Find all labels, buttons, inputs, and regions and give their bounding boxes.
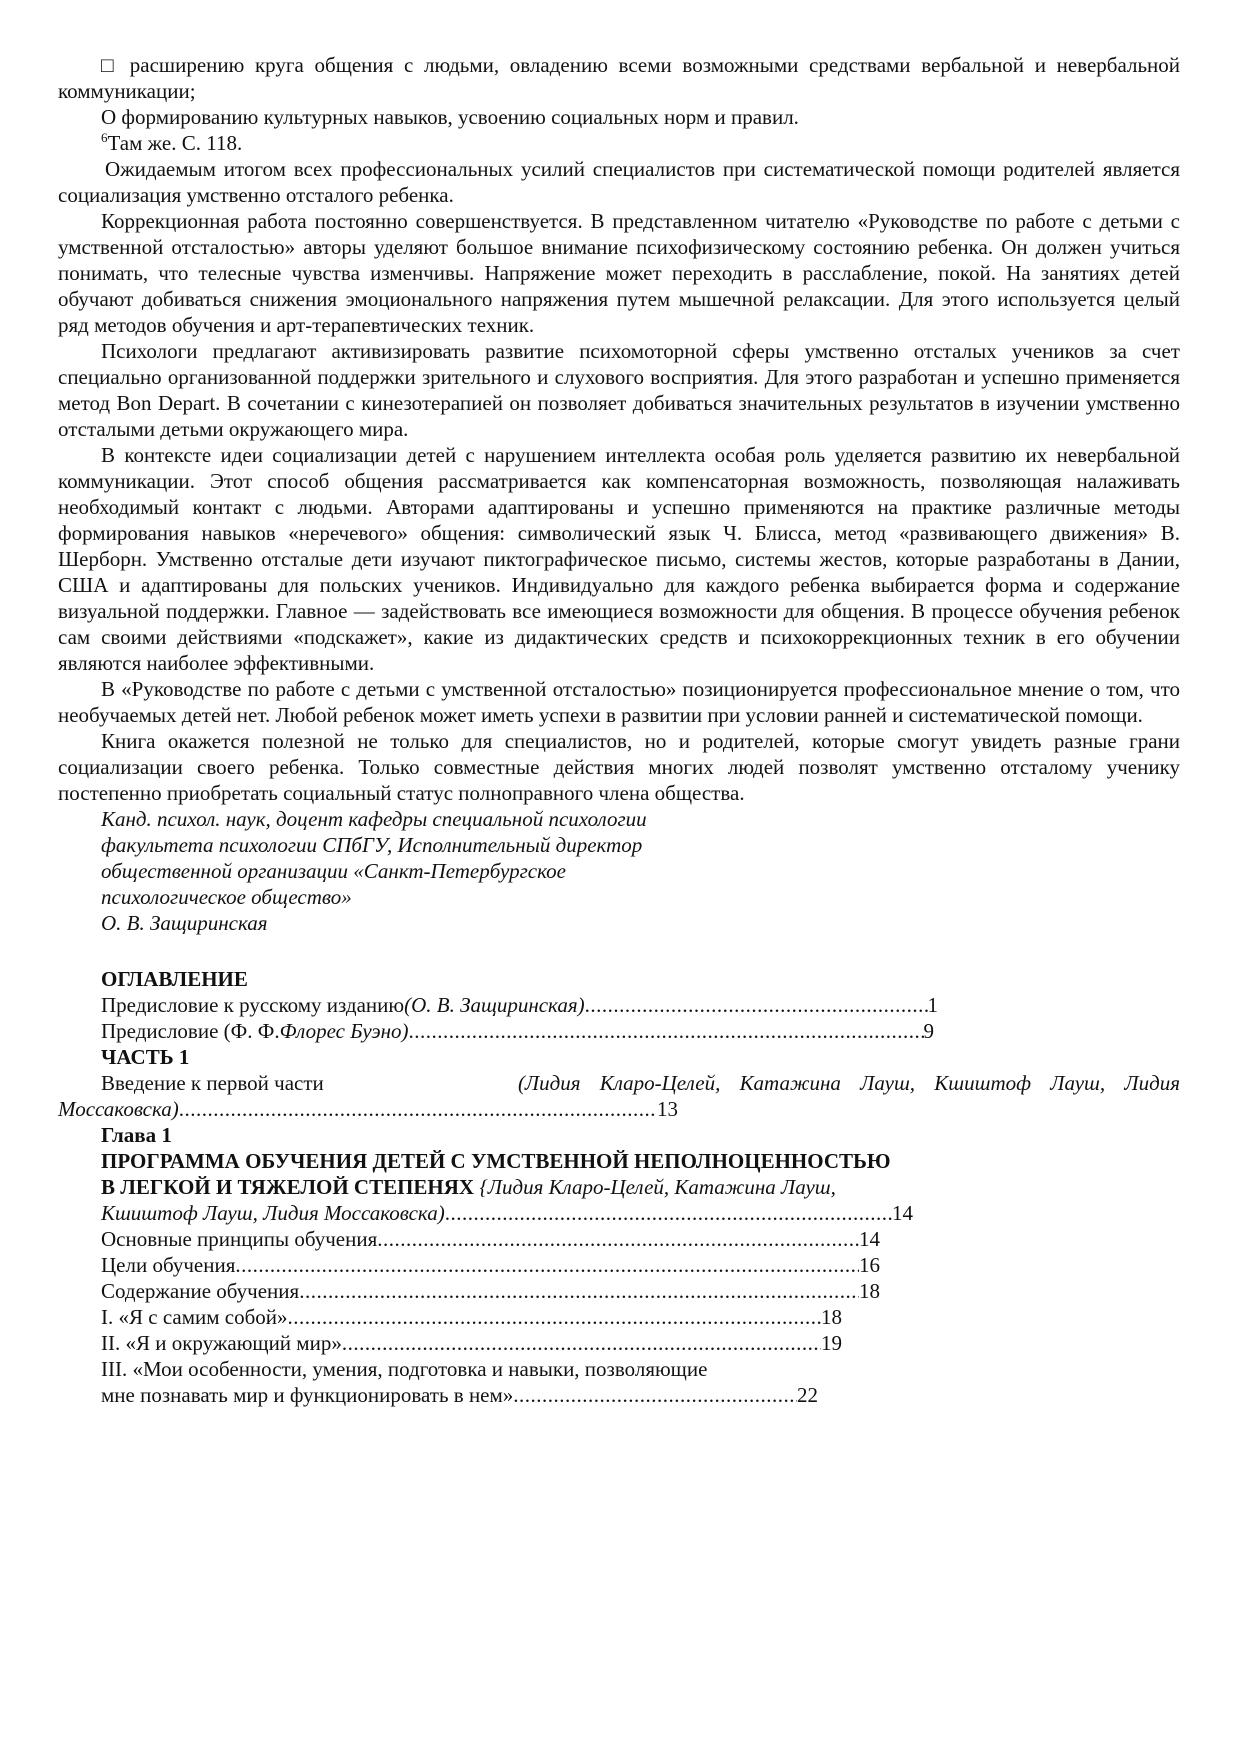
toc-entry-title: Введение к первой части	[101, 1071, 324, 1095]
footnote	[58, 130, 1180, 156]
toc-leader-dots	[342, 1330, 821, 1356]
toc-page-number: 1	[927, 993, 938, 1017]
paragraph: Ожидаемым итогом всех профессиональных усилий специалистов при систематической помощи родителей является социализация умственно отсталого ребенка.	[58, 157, 1180, 207]
toc-entry[interactable]	[58, 992, 938, 1018]
paragraph: Коррекционная работа постоянно совершенствуется. В представленном читателю «Руководстве по работе с детьми с умственной отсталостью» авторы уделяют большое внимание психофизическому состоянию ребенка. Он должен учиться понимать, что телесные чувства изменчивы. Напряжение может переходить в расслабление, покой. На занятиях детей обучают добиваться снижения эмоционального напряжения путем мышечной релаксации. Для этого используется целый ряд методов обучения и арт-терапевтических техник.	[58, 209, 1180, 337]
toc-page-number: 13	[657, 1097, 678, 1121]
paragraph: Книга окажется полезной не только для специалистов, но и родителей, которые смогут увидеть разные грани социализации своего ребенка. Только совместные действия многих людей позволят умственно отсталому ученику постепенно приобретать социальный статус полноправного члена общества.	[58, 729, 1180, 805]
toc-chapter-title: ПРОГРАММА ОБУЧЕНИЯ ДЕТЕЙ С УМСТВЕННОЙ НЕПОЛНОЦЕННОСТЬЮ	[101, 1149, 891, 1173]
paragraph: Психологи предлагают активизировать развитие психомоторной сферы умственно отсталых учеников за счет специально организованной поддержки зрительного и слухового восприятия. Для этого разработан и успешно применяется метод Bon Depart. В сочетании с кинезотерапией он позволяет добиваться значительных результатов в изучении умственно отсталыми детьми окружающего мира.	[58, 339, 1180, 441]
toc-entry-title: II. «Я и окружающий мир»	[101, 1331, 342, 1355]
table-of-contents	[58, 966, 1180, 1408]
toc-entry[interactable]	[58, 1018, 934, 1044]
toc-leader-dots	[513, 1382, 797, 1408]
square-bullet-icon: □	[101, 53, 120, 77]
document-page	[58, 52, 1180, 1408]
paragraph: В «Руководстве по работе с детьми с умственной отсталостью» позиционируется профессиональное мнение о том, что необучаемых детей нет. Любой ребенок может иметь успехи в развитии при условии ранней и систематической помощи.	[58, 677, 1180, 727]
spacer	[58, 936, 1180, 962]
toc-part-heading: ЧАСТЬ 1	[101, 1045, 190, 1069]
bullet-letter: О	[101, 105, 117, 129]
toc-page-number: 16	[859, 1253, 880, 1277]
toc-entry[interactable]	[58, 1356, 1180, 1408]
toc-entry-title: Основные принципы обучения	[101, 1227, 378, 1251]
toc-page-number: 22	[797, 1383, 818, 1407]
toc-entry-part1-intro[interactable]	[58, 1070, 1180, 1122]
signature-line: факультета психологии СПбГУ, Исполнительный директор	[101, 833, 643, 857]
signature-author: О. В. Защиринская	[101, 911, 268, 935]
footnote-marker: 6	[101, 130, 108, 145]
toc-entry-author: (Лидия Кларо-Целей, Катажина Лауш, Кшиштоф Лауш, Лидия	[517, 1071, 1180, 1095]
toc-leader-dots	[288, 1304, 821, 1330]
toc-entry[interactable]	[58, 1304, 842, 1330]
toc-chapter-title-cont	[58, 1174, 1180, 1200]
toc-entry-title: I. «Я с самим собой»	[101, 1305, 288, 1329]
footnote-text: Там же. С. 118.	[107, 131, 243, 155]
bullet-text: расширению круга общения с людьми, овладению всеми возможными средствами вербальной и невербальной коммуникации;	[58, 53, 1181, 103]
bullet-text: формированию культурных навыков, усвоению социальных норм и правил.	[121, 105, 799, 129]
toc-entry-title-cont: мне познавать мир и функционировать в нем»	[101, 1383, 514, 1407]
toc-entry-author: Флорес Буэно)	[279, 1019, 409, 1043]
toc-leader-dots	[409, 1018, 924, 1044]
toc-heading: ОГЛАВЛЕНИЕ	[101, 967, 248, 991]
toc-chapter-authors-cont: Кшиштоф Лауш, Лидия Моссаковска)	[101, 1201, 445, 1225]
toc-entry[interactable]	[58, 1226, 880, 1252]
toc-leader-dots	[445, 1200, 892, 1226]
toc-entry-title: III. «Мои особенности, умения, подготовка и навыки, позволяющие	[101, 1357, 708, 1381]
toc-entry-title: Предисловие (Ф. Ф.	[101, 1019, 280, 1043]
signature-line: психологическое общество»	[101, 885, 352, 909]
toc-chapter-title-line2: В ЛЕГКОЙ И ТЯЖЕЛОЙ СТЕПЕНЯХ	[101, 1175, 480, 1199]
toc-page-number: 9	[923, 1019, 934, 1043]
bullet-item	[58, 52, 1180, 104]
toc-leader-dots	[299, 1278, 859, 1304]
toc-page-number: 18	[821, 1305, 842, 1329]
toc-leader-dots	[585, 992, 928, 1018]
toc-entry[interactable]	[58, 1200, 913, 1226]
toc-page-number: 14	[892, 1201, 913, 1225]
toc-entry-title: Содержание обучения	[101, 1279, 300, 1303]
toc-entry-author: (О. В. Защиринская)	[404, 993, 585, 1017]
toc-page-number: 18	[859, 1279, 880, 1303]
bullet-item	[58, 104, 1180, 130]
toc-page-number: 19	[821, 1331, 842, 1355]
toc-leader-dots	[179, 1096, 657, 1122]
toc-entry[interactable]	[58, 1252, 880, 1278]
toc-entry[interactable]	[58, 1278, 880, 1304]
paragraph: В контексте идеи социализации детей с нарушением интеллекта особая роль уделяется развитию их невербальной коммуникации. Этот способ общения рассматривается как компенсаторная возможность, позволяющая налаживать необходимый контакт с людьми. Авторами адаптированы и успешно применяются на практике различные методы формирования навыков «неречевого» общения: символический язык Ч. Блисса, метод «развивающего движения» В. Шерборн. Умственно отсталые дети изучают пиктографическое письмо, системы жестов, которые разработаны в Дании, США и адаптированы для польских учеников. Индивидуально для каждого ребенка выбирается форма и содержание визуальной поддержки. Главное — задействовать все имеющиеся возможности для общения. В процессе обучения ребенок сам своими действиями «подскажет», какие из дидактических средств и психокоррекционных техник в его обучении являются наиболее эффективными.	[58, 443, 1180, 675]
toc-page-number: 14	[859, 1227, 880, 1251]
toc-leader-dots	[377, 1226, 859, 1252]
signature-line: общественной организации «Санкт-Петербургское	[101, 859, 566, 883]
toc-entry-author-cont: Моссаковска)	[58, 1097, 179, 1121]
toc-leader-dots	[235, 1252, 859, 1278]
signature-block	[58, 806, 1180, 936]
toc-chapter-authors: {Лидия Кларо-Целей, Катажина Лауш,	[479, 1175, 836, 1199]
toc-chapter-label: Глава 1	[101, 1123, 172, 1147]
toc-entry-title: Цели обучения	[101, 1253, 236, 1277]
toc-entry-title: Предисловие к русскому изданию	[101, 993, 405, 1017]
signature-line: Канд. психол. наук, доцент кафедры специальной психологии	[101, 807, 647, 831]
toc-entry[interactable]	[58, 1330, 842, 1356]
